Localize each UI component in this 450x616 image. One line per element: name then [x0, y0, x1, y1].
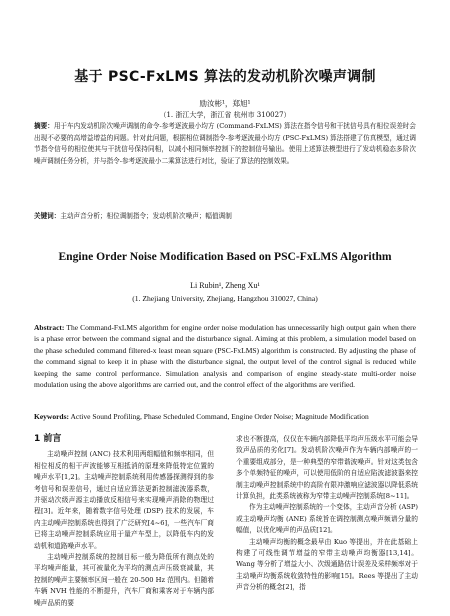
english-keywords — [34, 411, 416, 422]
chinese-abstract — [34, 121, 416, 167]
english-abstract-text: The Command-FxLMS algorithm for engine order noise modulation has unnecessarily high output gain when there is a phase error between the command signal and the disturbance signal. Aiming at this problem, a simulation model based on the phase scheduled command filtered-x least mean square (PSC-FxLMS) algorithm is constructed. By adjusting the phase of the command signal to keep it in phase with the disturbance signal, the output level of the control signal is reduced while keeping the same control performance. Simulation analysis and comparison of engine steady-state multi-order noise modulation using the above algorithms are carried out, and the control effect of the algorithms are verified. — [34, 323, 416, 390]
english-title: Engine Order Noise Modification Based on PSC-FxLMS Algorithm — [58, 250, 392, 263]
body-paragraph: 作为主动噪声控制系统的一个变体，主动声音分析 (ASP) 或主动噪声均衡 (ANE) 系统旨在调控制测点噪声频谱分量的幅值，以优化噪声的声品质[12]。 — [236, 503, 418, 535]
chinese-abstract-text: 用于车内发动机阶次噪声调制的命令-参考逐波最小均方 (Command-FxLMS) 算法在指令信号和干扰信号具有相位误差时会出现不必要的高增益增益的问题。针对此问题，根据相位调制指令-参考逐波最小均方 (PSC-FxLMS) 算法搭建了仿真模型，通过调节指令信号的相位使其与干扰信号保持同相，以减小相同频率控制下的控制信号输出。使用上述算法模型进行了发动机稳态多阶次噪声调制任务分析，并与指令-参考逐波最小二乘算法进行对比，验证了算法的控制效果。 — [34, 122, 416, 165]
chinese-title: 基于 PSC-FxLMS 算法的发动机阶次噪声调制 — [74, 69, 376, 85]
chinese-abstract-label: 摘要： — [34, 122, 54, 130]
body-paragraph: 求也不断提高，仅仅在车辆内部降低平均声压级水平可能会导致声品质的劣化[7]。发动机阶次噪声作为车辆内部噪声的一个重要组成部分，是一种典型的窄带谐波噪声。针对这类包含多个单频特征的噪声，可以使用低阶的自适应陷波滤波器来控制主动噪声控制系统中的高阶有限冲激响应滤波器以降低系统计算负担，此类系统被称为窄带主动噪声控制系统[8~11]。 — [236, 435, 418, 501]
chinese-affiliation: （1. 浙江大学，浙江省 杭州市 310027） — [159, 111, 291, 119]
body-paragraph: 主动噪声控制 (ANC) 技术利用两组幅值和频率相同，但相位相反的相干声波能够互相抵消的原理来降低特定位置的噪声水平[1,2]。主动噪声控制系统利用传感器探测得到的参考信号和误差信号，通过自适应算法更新控制滤波器系数，并驱动次级声源主动播放反相信号来实现噪声消除的物理过程[3]。近年来，随着数字信号处理 (DSP) 技术的发展，车内主动噪声控制系统也得到了广泛研究[4~6]，一些汽车厂商已将主动噪声控制系统应用于量产车型上，以降低车内的发动机和道路噪声水平。 — [34, 450, 214, 550]
body-paragraph: 主动噪声控制系统的控制目标一般为降低所有测点处的平均噪声能量，其可被量化为平均的测点声压级衰减量，其控制的噪声主要频率区间一般在 20-500 Hz 范围内。但随着车辆 NVH 性能的不断提升，汽车厂商和乘客对于车辆内部噪声品质的要 — [34, 553, 214, 607]
chinese-keywords-label: 关键词： — [34, 212, 61, 220]
chinese-authors: 励汝彬¹，郑旭¹ — [199, 99, 251, 108]
body-left-column — [34, 434, 214, 609]
english-authors: Li Rubin¹, Zheng Xu¹ — [190, 281, 260, 290]
section-heading: 1 前言 — [34, 434, 62, 444]
chinese-keywords — [34, 211, 416, 221]
english-affiliation: (1. Zhejiang University, Zhejiang, Hangzhou 310027, China) — [132, 294, 318, 303]
body-paragraph: 主动噪声均衡的概念最早由 Kuo 等提出，并在此基础上构建了可线性调节增益的窄带主动噪声均衡器[13,14]。Wang 等分析了增益大小、次级通路估计误差及采样频率对于主动噪声均衡系统收敛特性的影响[15]。Rees 等提出了主动声音分析的概念[2]，指 — [236, 537, 418, 592]
chinese-keywords-text: 主动声音分析；相位调制指令；发动机阶次噪声；幅值调制 — [60, 212, 232, 220]
english-abstract-label: Abstract: — [34, 323, 65, 332]
body-right-column — [236, 434, 418, 594]
english-keywords-text: Active Sound Profiling, Phase Scheduled Command, Engine Order Noise; Magnitude Modification — [69, 412, 369, 421]
english-keywords-label: Keywords: — [34, 412, 69, 421]
english-abstract — [34, 322, 416, 390]
